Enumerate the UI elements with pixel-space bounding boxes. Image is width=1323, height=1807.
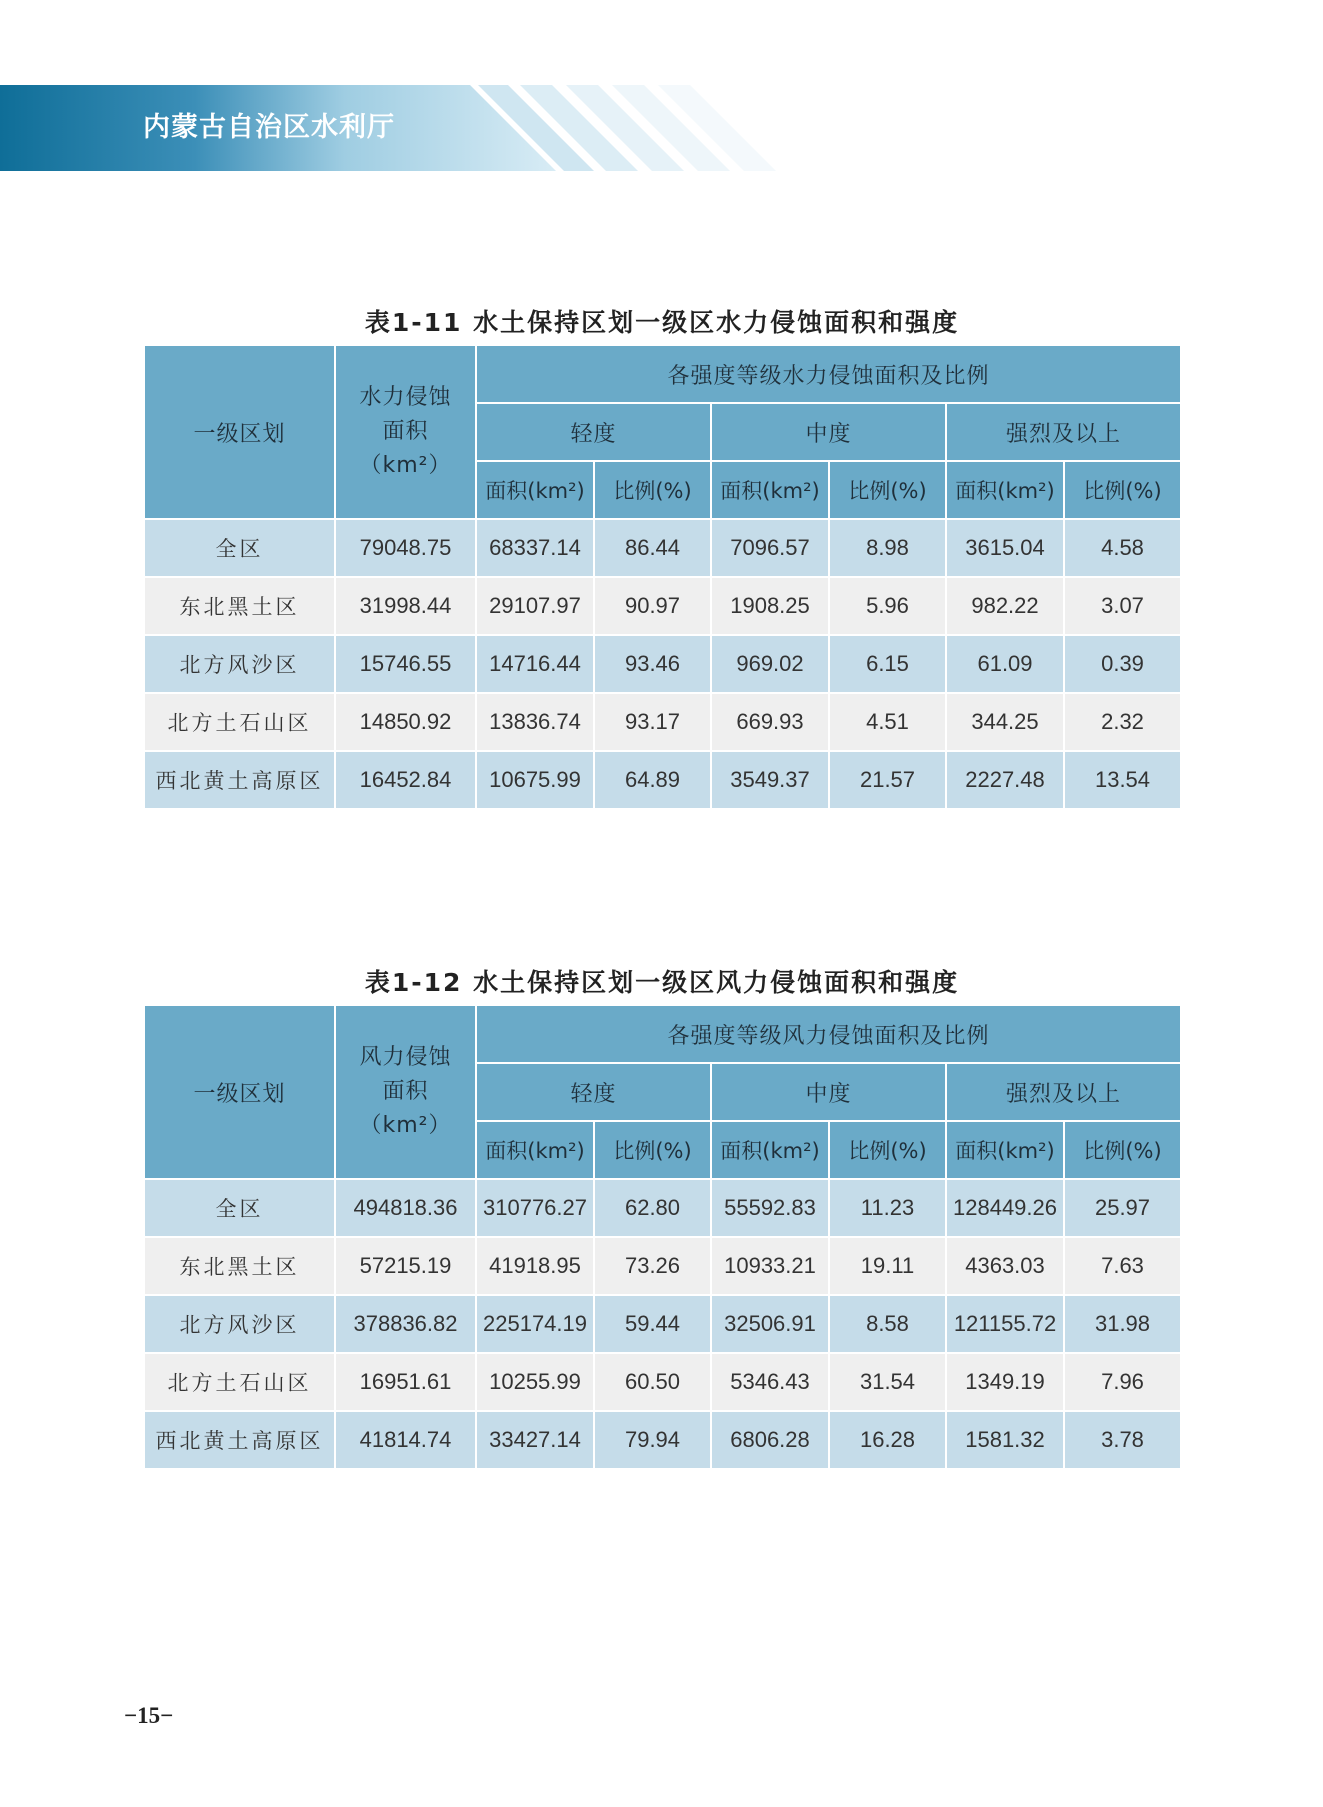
table-row <box>144 1237 1181 1295</box>
region-cell: 东北黑土区 <box>144 1237 335 1295</box>
medium-ratio-cell: 6.15 <box>829 635 946 693</box>
light-ratio-cell: 59.44 <box>594 1295 711 1353</box>
severe-area-cell: 3615.04 <box>946 519 1064 577</box>
table-row <box>144 577 1181 635</box>
light-ratio-cell: 90.97 <box>594 577 711 635</box>
light-area-cell: 29107.97 <box>476 577 594 635</box>
table1-header-total-line2: 面积 <box>382 419 429 444</box>
severe-area-cell: 128449.26 <box>946 1179 1064 1237</box>
medium-ratio-cell: 21.57 <box>829 751 946 809</box>
table1-header-region: 一级区划 <box>144 345 335 519</box>
header-title: 内蒙古自治区水利厅 <box>143 112 395 143</box>
light-area-cell: 10675.99 <box>476 751 594 809</box>
medium-area-cell: 7096.57 <box>711 519 829 577</box>
table1-caption: 表1-11 水土保持区划一级区水力侵蚀面积和强度 <box>364 308 960 337</box>
light-ratio-cell: 73.26 <box>594 1237 711 1295</box>
light-area-cell: 68337.14 <box>476 519 594 577</box>
region-cell: 全区 <box>144 519 335 577</box>
medium-area-cell: 55592.83 <box>711 1179 829 1237</box>
medium-area-cell: 32506.91 <box>711 1295 829 1353</box>
light-area-cell: 33427.14 <box>476 1411 594 1469</box>
table1-header-group: 各强度等级水力侵蚀面积及比例 <box>476 345 1181 403</box>
total-area-cell: 378836.82 <box>335 1295 476 1353</box>
severe-ratio-cell: 7.63 <box>1064 1237 1181 1295</box>
total-area-cell: 79048.75 <box>335 519 476 577</box>
table1-header-severe-area: 面积(km²) <box>946 461 1064 519</box>
severe-ratio-cell: 25.97 <box>1064 1179 1181 1237</box>
table2-header-region: 一级区划 <box>144 1005 335 1179</box>
region-cell: 全区 <box>144 1179 335 1237</box>
table2-header-severe-area: 面积(km²) <box>946 1121 1064 1179</box>
total-area-cell: 31998.44 <box>335 577 476 635</box>
table2-header-total <box>335 1005 476 1179</box>
light-ratio-cell: 93.17 <box>594 693 711 751</box>
table1-header-total <box>335 345 476 519</box>
light-ratio-cell: 86.44 <box>594 519 711 577</box>
table1-header-light-ratio: 比例(%) <box>594 461 711 519</box>
total-area-cell: 15746.55 <box>335 635 476 693</box>
region-cell: 北方风沙区 <box>144 635 335 693</box>
severe-ratio-cell: 0.39 <box>1064 635 1181 693</box>
severe-ratio-cell: 3.07 <box>1064 577 1181 635</box>
table-row <box>144 519 1181 577</box>
light-area-cell: 14716.44 <box>476 635 594 693</box>
total-area-cell: 16951.61 <box>335 1353 476 1411</box>
medium-area-cell: 969.02 <box>711 635 829 693</box>
medium-area-cell: 10933.21 <box>711 1237 829 1295</box>
table2-header-severe-ratio: 比例(%) <box>1064 1121 1181 1179</box>
severe-area-cell: 4363.03 <box>946 1237 1064 1295</box>
table2-header-light-area: 面积(km²) <box>476 1121 594 1179</box>
severe-ratio-cell: 4.58 <box>1064 519 1181 577</box>
severe-area-cell: 344.25 <box>946 693 1064 751</box>
severe-ratio-cell: 2.32 <box>1064 693 1181 751</box>
region-cell: 东北黑土区 <box>144 577 335 635</box>
table2-header-medium: 中度 <box>711 1063 946 1121</box>
table1-header-total-line3: （km²） <box>359 453 452 478</box>
light-ratio-cell: 60.50 <box>594 1353 711 1411</box>
light-area-cell: 41918.95 <box>476 1237 594 1295</box>
severe-area-cell: 2227.48 <box>946 751 1064 809</box>
table-row <box>144 1295 1181 1353</box>
table1-header-light: 轻度 <box>476 403 711 461</box>
region-cell: 西北黄土高原区 <box>144 1411 335 1469</box>
medium-ratio-cell: 8.98 <box>829 519 946 577</box>
severe-area-cell: 61.09 <box>946 635 1064 693</box>
table2-header-total-line2: 面积 <box>382 1079 429 1104</box>
table1-header-severe: 强烈及以上 <box>946 403 1181 461</box>
table2-caption: 表1-12 水土保持区划一级区风力侵蚀面积和强度 <box>364 968 960 997</box>
total-area-cell: 41814.74 <box>335 1411 476 1469</box>
light-area-cell: 225174.19 <box>476 1295 594 1353</box>
medium-ratio-cell: 11.23 <box>829 1179 946 1237</box>
severe-area-cell: 121155.72 <box>946 1295 1064 1353</box>
medium-area-cell: 3549.37 <box>711 751 829 809</box>
table2-wind-erosion <box>143 1004 1182 1470</box>
medium-ratio-cell: 8.58 <box>829 1295 946 1353</box>
region-cell: 北方土石山区 <box>144 1353 335 1411</box>
table1-header-total-line1: 水力侵蚀 <box>359 385 452 410</box>
table1-header-medium: 中度 <box>711 403 946 461</box>
total-area-cell: 14850.92 <box>335 693 476 751</box>
table-row <box>144 1179 1181 1237</box>
severe-ratio-cell: 3.78 <box>1064 1411 1181 1469</box>
medium-ratio-cell: 19.11 <box>829 1237 946 1295</box>
table-row <box>144 1411 1181 1469</box>
medium-ratio-cell: 31.54 <box>829 1353 946 1411</box>
table-row <box>144 635 1181 693</box>
table1-header-light-area: 面积(km²) <box>476 461 594 519</box>
region-cell: 西北黄土高原区 <box>144 751 335 809</box>
header-band-graphic <box>0 85 820 171</box>
light-ratio-cell: 64.89 <box>594 751 711 809</box>
severe-area-cell: 1349.19 <box>946 1353 1064 1411</box>
severe-ratio-cell: 31.98 <box>1064 1295 1181 1353</box>
table-row <box>144 693 1181 751</box>
light-area-cell: 310776.27 <box>476 1179 594 1237</box>
table2-header-severe: 强烈及以上 <box>946 1063 1181 1121</box>
table2-header-medium-area: 面积(km²) <box>711 1121 829 1179</box>
table2-header-group: 各强度等级风力侵蚀面积及比例 <box>476 1005 1181 1063</box>
table1-water-erosion <box>143 344 1182 810</box>
light-area-cell: 10255.99 <box>476 1353 594 1411</box>
region-cell: 北方风沙区 <box>144 1295 335 1353</box>
light-ratio-cell: 93.46 <box>594 635 711 693</box>
total-area-cell: 57215.19 <box>335 1237 476 1295</box>
medium-area-cell: 1908.25 <box>711 577 829 635</box>
table2-header-total-line1: 风力侵蚀 <box>359 1045 452 1070</box>
severe-area-cell: 1581.32 <box>946 1411 1064 1469</box>
table2-header-light: 轻度 <box>476 1063 711 1121</box>
table-row <box>144 1353 1181 1411</box>
total-area-cell: 16452.84 <box>335 751 476 809</box>
light-ratio-cell: 79.94 <box>594 1411 711 1469</box>
medium-area-cell: 669.93 <box>711 693 829 751</box>
medium-ratio-cell: 16.28 <box>829 1411 946 1469</box>
table1-header-medium-area: 面积(km²) <box>711 461 829 519</box>
region-cell: 北方土石山区 <box>144 693 335 751</box>
header-band <box>0 85 820 171</box>
table2-header-light-ratio: 比例(%) <box>594 1121 711 1179</box>
table2-header-total-line3: （km²） <box>359 1113 452 1138</box>
severe-area-cell: 982.22 <box>946 577 1064 635</box>
medium-ratio-cell: 5.96 <box>829 577 946 635</box>
medium-ratio-cell: 4.51 <box>829 693 946 751</box>
light-ratio-cell: 62.80 <box>594 1179 711 1237</box>
severe-ratio-cell: 7.96 <box>1064 1353 1181 1411</box>
total-area-cell: 494818.36 <box>335 1179 476 1237</box>
medium-area-cell: 6806.28 <box>711 1411 829 1469</box>
light-area-cell: 13836.74 <box>476 693 594 751</box>
table2-header-medium-ratio: 比例(%) <box>829 1121 946 1179</box>
table-row <box>144 751 1181 809</box>
table1-header-medium-ratio: 比例(%) <box>829 461 946 519</box>
page-number: −15− <box>124 1703 174 1728</box>
table1-header-severe-ratio: 比例(%) <box>1064 461 1181 519</box>
severe-ratio-cell: 13.54 <box>1064 751 1181 809</box>
medium-area-cell: 5346.43 <box>711 1353 829 1411</box>
